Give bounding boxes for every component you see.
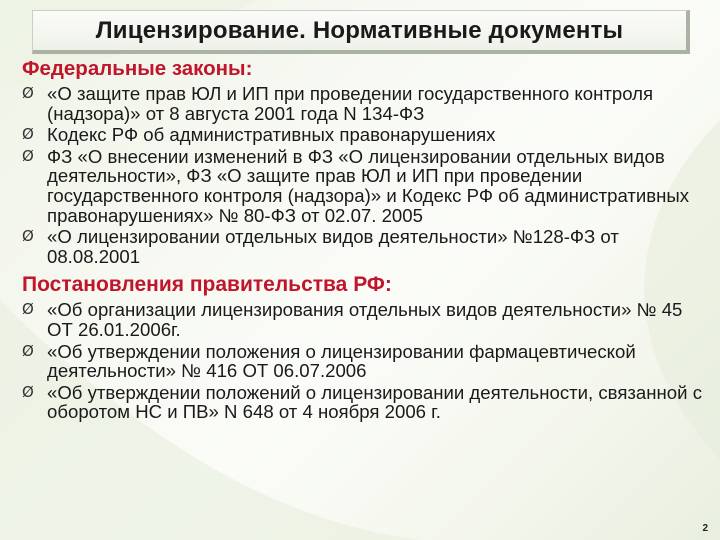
slide-content [22, 56, 702, 424]
arrow-bullet-icon: Ø [22, 84, 34, 102]
list-item [22, 342, 702, 381]
section-heading-government-decrees: Постановления правительства РФ: [22, 273, 392, 297]
slide-title: Лицензирование. Нормативные документы [95, 17, 624, 44]
section-heading-federal-laws: Федеральные законы: [22, 57, 253, 80]
list-item-text: «О лицензировании отдельных видов деятельности» №128-ФЗ от 08.08.2001 [47, 226, 619, 267]
list-item [22, 147, 702, 225]
list-item [22, 227, 702, 266]
list-item-text: «Об организации лицензирования отдельных видов деятельности» № 45 ОТ 26.01.2006г. [47, 299, 683, 340]
arrow-bullet-icon: Ø [22, 227, 34, 246]
arrow-bullet-icon: Ø [22, 146, 34, 165]
federal-laws-list [22, 84, 702, 266]
page-number: 2 [702, 523, 708, 534]
government-decrees-list [22, 300, 702, 422]
list-item [22, 383, 702, 422]
list-item-text: Кодекс РФ об административных правонарушениях [47, 124, 496, 146]
arrow-bullet-icon: Ø [22, 125, 34, 144]
list-item-text: «О защите прав ЮЛ и ИП при проведении государственного контроля (надзора)» от 8 августа 2001 года N 134-ФЗ [47, 83, 654, 124]
list-item-text: ФЗ «О внесении изменений в ФЗ «О лицензировании отдельных видов деятельности», ФЗ «О защите прав ЮЛ и ИП при проведении государственного контроля (надзора)» и Кодекс РФ об административных правонарушениях» № 80-ФЗ от 02.07. 2005 [47, 145, 690, 226]
arrow-bullet-icon: Ø [22, 300, 34, 319]
list-item-text: «Об утверждении положения о лицензировании фармацевтической деятельности» № 416 ОТ 06.07.2006 [47, 340, 636, 382]
list-item [22, 125, 702, 145]
list-item-text: «Об утверждении положений о лицензировании деятельности, связанной с оборотом НС и ПВ» N 648 от 4 ноября 2006 г. [47, 381, 702, 423]
title-bar [32, 10, 690, 54]
arrow-bullet-icon: Ø [22, 382, 34, 401]
list-item [22, 300, 702, 339]
list-item [22, 84, 702, 123]
arrow-bullet-icon: Ø [22, 341, 34, 360]
